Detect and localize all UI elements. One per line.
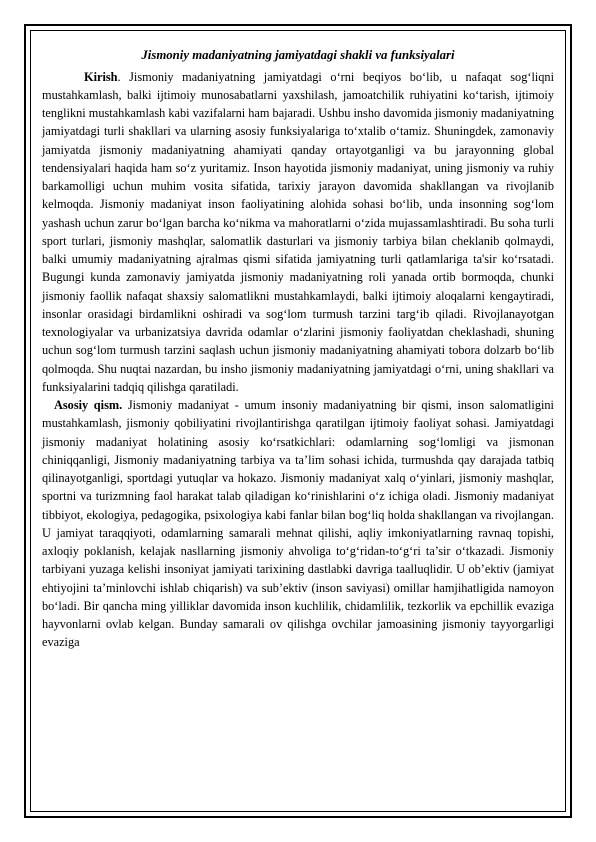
intro-paragraph [42, 68, 554, 397]
main-paragraph [42, 396, 554, 652]
document-title: Jismoniy madaniyatning jamiyatdagi shakli va funksiyalari [141, 48, 455, 62]
document-body [36, 36, 560, 806]
intro-text: . Jismoniy madaniyatning jamiyatdagi o‘rni beqiyos bo‘lib, u nafaqat sog‘liqni mustahkamlash, balki ijtimoiy munosabatlarni yaxshilash, jamoatchilik ruhiyatini ko‘tarish, ijtimoiy tenglikni mustahkamlash kabi vazifalarni ham bajaradi. Ushbu insho davomida jismoniy madaniyatning jamiyatdagi turli shakllari va ularning asosiy funksiyalariga to‘xtalib o‘tamiz. Shuningdek, zamonaviy jamiyatda jismoniy madaniyatning ahamiyati qanday ortayotganligi va bu jarayonning global tendensiyalari haqida ham so‘z yuritamiz. Inson hayotida jismoniy madaniyat, uning jismoniy va ruhiy barkamolligi uchun muhim vosita sifatida, tarixiy jarayon davomida shakllangan va rivojlanib kelmoqda. Jismoniy madaniyat inson faoliyatining alohida sohasi bo‘lib, unda insonning sog‘lom yashash uchun zarur bo‘lgan barcha ko‘nikma va mahoratlarni o‘zida mujassamlashtiradi. Bu soha turli sport turlari, jismoniy mashqlar, salomatlik dasturlari va jismoniy tarbiya bilan cheklanib qolmaydi, balki umumiy madaniyatning ajralmas qismi sifatida jamiyatning turli qatlamlariga ta'sir ko‘rsatadi. Bugungi kunda zamonaviy jamiyatda jismoniy madaniyatning roli yanada ortib bormoqda, chunki jismoniy faollik nafaqat shaxsiy salomatlikni mustahkamlaydi, balki ijtimoiy aloqalarni kengaytiradi, insonlar orasidagi birdamlikni oshiradi va sog‘lom turmush tarzini targ‘ib qiladi. Rivojlanayotgan texnologiyalar va urbanizatsiya davrida odamlar o‘zlarini jismoniy faoliyatdan cheklashadi, shuning uchun sog‘lom turmush tarzini saqlash uchun jismoniy madaniyatning ahamiyati tobora dolzarb bo‘lib qolmoqda. Shu nuqtai nazardan, bu insho jismoniy madaniyatning jamiyatdagi o‘rni, uning shakllari va funksiyalarini tadqiq qilishga qaratiladi. [42, 69, 554, 394]
main-text: Jismoniy madaniyat - umum insoniy madaniyatning bir qismi, inson salomatligini mustahkamlash, jismoniy qobiliyatini rivojlantirishga qaratilgan ijtimoiy faoliyat sohasi. Jamiyatdagi jismoniy madaniyat holatining asosiy ko‘rsatkichlari: odamlarning sog‘lomligi va jismonan chiniqqanligi, Jismoniy madaniyatning tarbiya va ta’lim sohasi ichida, turmushda qay darajada tatbiq qilinayotganligi, sportdagi yutuqlar va hokazo. Jismoniy madaniyat xalq o‘yinlari, jismoniy mashqlar, sportni va turizmning faol harakat talab qiladigan ko‘rinishlarini o‘z ichiga oladi. Jismoniy madaniyat tibbiyot, ekologiya, pedagogika, psixologiya kabi fanlar bilan bog‘liq holda shakllangan va rivojlangan. U jamiyat taraqqiyoti, odamlarning samarali mehnat qilishi, aqliy imkoniyatlarning ravnaq topishi, axloqiy poklanish, kelajak nasllarning jismoniy ahvoliga to‘g‘ridan-to‘g‘ri ta’sir o‘tkazadi. Jismoniy tarbiyani yuzaga kelishi insoniyat jamiyati tarixining dastlabki davriga taalluqlidir. U ob’ektiv (jamiyat ehtiyojini ta’minlovchi ishlab chiqarish) va sub’ektiv (inson saviyasi) omillar hamjihatligida namoyon bo‘ladi. Bir qancha ming yilliklar davomida inson kuchlilik, chidamlilik, tezkorlik va epchillik evaziga hayvonlarni ovlab kelgan. Bunday samarali ov qilishga ovchilar jamoasining jismoniy tayyorgarligi evaziga [42, 398, 554, 650]
intro-heading: Kirish [84, 69, 118, 84]
main-heading: Asosiy qism. [54, 398, 123, 412]
